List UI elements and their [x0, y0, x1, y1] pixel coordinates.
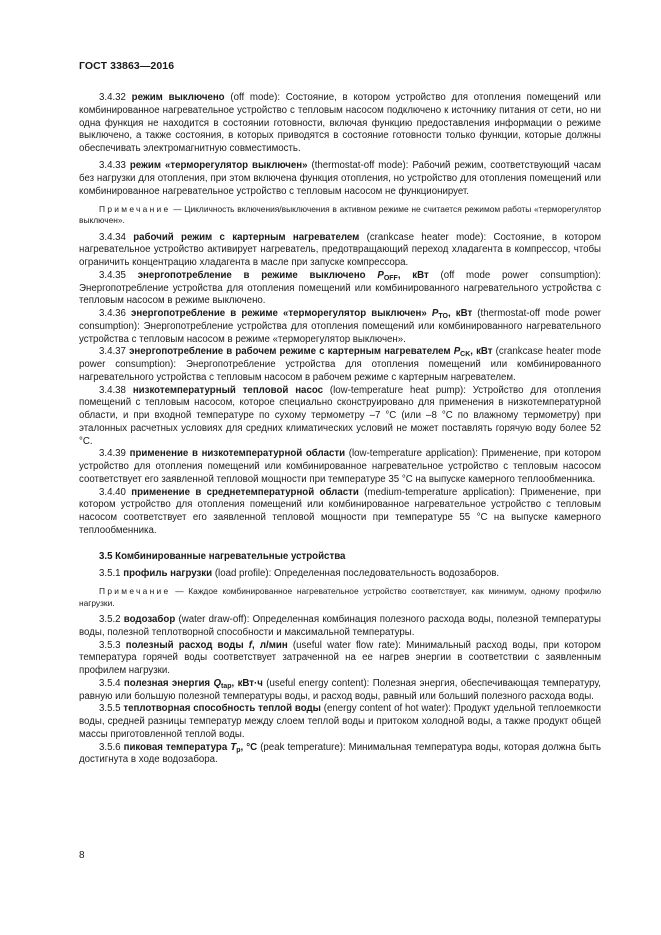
- term: режим выключено: [131, 92, 225, 103]
- term: энергопотребление в режиме «терморегулятор выключен»: [131, 308, 427, 319]
- standard-header: ГОСТ 33863—2016: [79, 60, 175, 72]
- term: энергопотребление в режиме выключено: [137, 269, 366, 281]
- term: полезная энергия: [123, 677, 211, 689]
- definition-3-5-2: 3.5.2 водозабор (water draw-off): Определенная комбинация полезного расхода воды, полезной температуры воды, полезной теплотворной способности и максимальной температуры.: [79, 614, 601, 638]
- note: Примечание — Каждое комбинированное нагревательное устройство соответствует, как минимум, одному профилю нагрузки.: [79, 586, 601, 608]
- definition-3-4-33: 3.4.33 режим «терморегулятор выключен» (thermostat-off mode): Рабочий режим, соответствующий часам без нагрузки для отопления, при этом включена функция отопления, но устройство для отопления помещений или комбинированное нагревательное устройство с тепловым насосом не функционирует.: [79, 160, 601, 197]
- term: режим «терморегулятор выключен»: [129, 160, 308, 172]
- term: рабочий режим с картерным нагревателем: [133, 231, 360, 243]
- term: полезный расход воды: [125, 639, 244, 651]
- term: пиковая температура: [123, 741, 228, 753]
- definition-3-5-3: 3.5.3 полезный расход воды f, л/мин (useful water flow rate): Минимальный расход воды, при котором температура горячей воды соответствует затраченной на ее нагрев энергии в соответствии с заявленным профилем нагрузки.: [79, 639, 601, 676]
- definition-3-5-1: 3.5.1 профиль нагрузки (load profile): Определенная последовательность водозаборов.: [99, 568, 500, 580]
- definition-3-4-39: 3.4.39 применение в низкотемпературной области (low-temperature application): Применение, при котором устройство для отопления помещений или комбинированное нагревательное устройство с тепловым насосом соответствует его заявленной тепловой мощности при температуре 35 °С на выпуске камерного теплообменника.: [79, 448, 601, 485]
- definition-3-4-32: 3.4.32 режим выключено (off mode): Состояние, в котором устройство для отопления помещений или комбинированное нагревательное устройство с тепловым насосом подключено к источнику питания от сети, но ни одна функция не находится в состоянии готовности, включая функцию предоставления информации о режиме выключено, а также состояния, в которых приводятся в состояние готовности только функции, которые должны обеспечивать электромагнитную совместимость.: [79, 92, 601, 154]
- page-number: 8: [79, 850, 85, 861]
- definition-3-4-38: 3.4.38 низкотемпературный тепловой насос (low-temperature heat pump): Устройство для отопления помещений с тепловым насосом, которое специально сконструировано для применения в низкотемпературной области, и при входной температуре по сухому термометру –7 °С (или –8 °С по влажному термометру) при эталонных расчетных условиях для средних климатических условий не может поставлять горячую воду более 52 °С.: [79, 384, 601, 447]
- term: профиль нагрузки: [123, 568, 213, 580]
- definition-3-5-6: 3.5.6 пиковая температура $T_p$, °С (peak temperature): Минимальная температура воды, которая должна быть достигнута в ходе водозабора.: [79, 741, 601, 766]
- definition-3-4-34: 3.4.34 рабочий режим с картерным нагревателем (crankcase heater mode): Состояние, в котором нагревательное устройство активирует нагреватель, предотвращающий переход хладагента в компрессор, чтобы ограничить концентрацию хладагента в масле при запуске компрессора.: [79, 231, 601, 268]
- definition-3-5-4: 3.5.4 полезная энергия $Q_{tap}$, кВт·ч (useful energy content): Полезная энергия, обеспечивающая температуру, равную или большую полезной температуры воды, и расход воды, равный или больший полезного расхода воды.: [79, 677, 601, 702]
- note: Примечание — Цикличность включения/выключения в активном режиме не считается режимом работы «терморегулятор выключен».: [79, 203, 601, 225]
- definition-3-4-35: 3.4.35 энергопотребление в режиме выключено $P_{OFF}$, кВт (off mode power consumption): Энергопотребление устройства для отопления помещений или комбинированного нагревательного устройства с тепловым насосом в режиме выключено.: [79, 269, 601, 307]
- section-heading: 3.5 Комбинированные нагревательные устройства: [99, 550, 346, 562]
- term: применение в среднетемпературной области: [131, 486, 359, 498]
- term: применение в низкотемпературной области: [129, 448, 346, 460]
- definition-3-5-5: 3.5.5 теплотворная способность теплой воды (energy content of hot water): Продукт удельной теплоемкости воды, средней разницы температур между слоем теплой воды и притоком холодной воды, а также продукт общей массы приготовленной теплой воды.: [79, 703, 601, 740]
- document-body: [79, 92, 601, 767]
- definition-3-4-40: 3.4.40 применение в среднетемпературной области (medium-temperature application): Применение, при котором устройство для отопления помещений или комбинированное нагревательное устройство с тепловым насосом соответствует его заявленной тепловой мощности при температуре 55 °С на выпуске камерного теплообменника.: [79, 486, 601, 536]
- definition-3-4-37: 3.4.37 энергопотребление в рабочем режиме с картерным нагревателем $P_{CK}$, кВт (crankcase heater mode power consumption): Энергопотребление устройства для отопления помещений или комбинированного нагревательного устройства с тепловым насосом в рабочем режиме с картерным нагревателем.: [79, 346, 601, 383]
- term: энергопотребление в рабочем режиме с картерным нагревателем: [129, 346, 451, 358]
- term: водозабор: [123, 614, 176, 625]
- term: низкотемпературный тепловой насос: [132, 384, 324, 396]
- term: теплотворная способность теплой воды: [123, 703, 321, 715]
- definition-3-4-36: 3.4.36 энергопотребление в режиме «терморегулятор выключен» $P_{TO}$, кВт (thermostat-off mode power consumption): Энергопотребление устройства для отопления помещений или комбинированного нагревательного устройства с тепловым насосом в режиме «терморегулятор выключен».: [79, 308, 601, 345]
